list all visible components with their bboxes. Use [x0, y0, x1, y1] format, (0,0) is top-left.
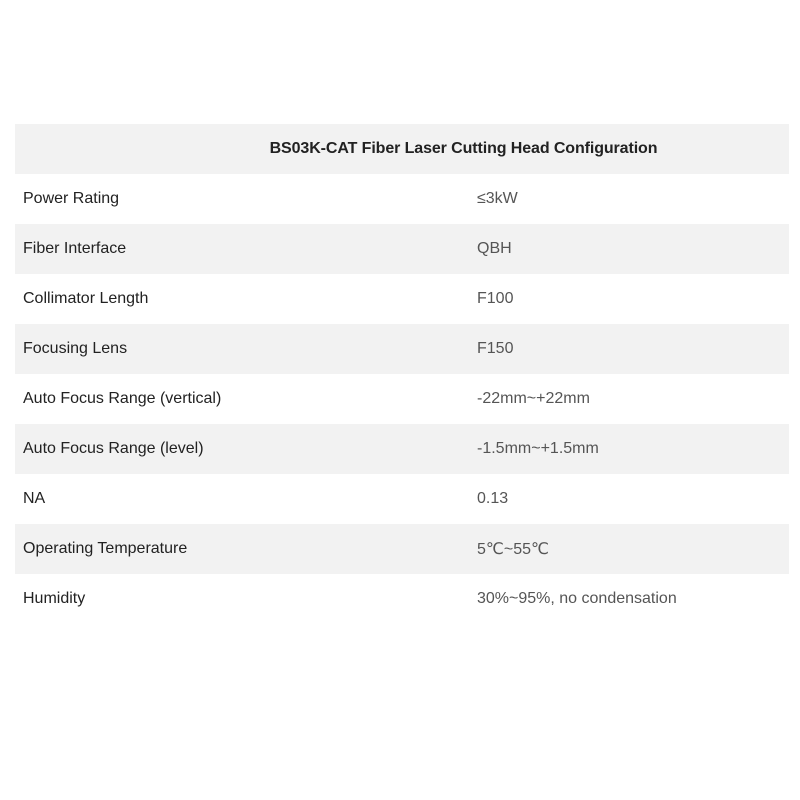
- row-value: -1.5mm~+1.5mm: [477, 440, 599, 457]
- row-value: ≤3kW: [477, 190, 518, 207]
- row-label: Collimator Length: [23, 290, 149, 307]
- table-row: [15, 424, 789, 474]
- table-row: [15, 574, 789, 624]
- table-row: [15, 174, 789, 224]
- table-row: [15, 224, 789, 274]
- row-value: QBH: [477, 240, 512, 257]
- row-label: Humidity: [23, 590, 86, 607]
- row-label: Operating Temperature: [23, 540, 188, 557]
- table-row: [15, 324, 789, 374]
- row-value: F150: [477, 340, 514, 357]
- row-label: Focusing Lens: [23, 340, 128, 357]
- row-value: F100: [477, 290, 514, 307]
- row-value: -22mm~+22mm: [477, 390, 590, 407]
- spec-table: [15, 124, 789, 624]
- table-row: [15, 474, 789, 524]
- row-label: Auto Focus Range (vertical): [23, 390, 222, 407]
- table-row: [15, 274, 789, 324]
- table-header: [15, 124, 789, 174]
- row-label: Fiber Interface: [23, 240, 127, 257]
- row-label: Auto Focus Range (level): [23, 440, 204, 457]
- table-title: BS03K-CAT Fiber Laser Cutting Head Configuration: [269, 140, 658, 157]
- row-label: Power Rating: [23, 190, 120, 207]
- row-value: 0.13: [477, 490, 509, 507]
- row-label: NA: [23, 490, 46, 507]
- row-value: 30%~95%, no condensation: [477, 590, 677, 607]
- row-value: 5℃~55℃: [477, 541, 549, 558]
- table-row: [15, 524, 789, 574]
- table-row: [15, 374, 789, 424]
